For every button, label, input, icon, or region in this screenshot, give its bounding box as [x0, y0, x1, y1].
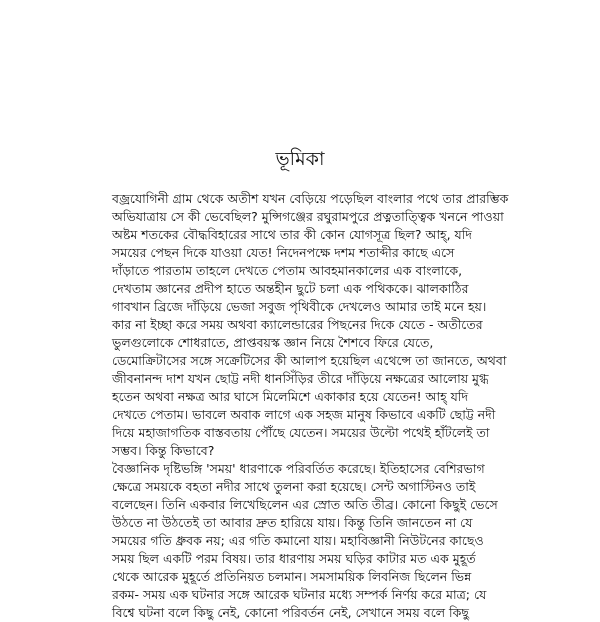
text-line: জীবনানন্দ দাশ যখন ছোট্ট নদী ধানসিঁড়ির তীরে দাঁড়িয়ে নক্ষত্রের আলোয় মুগ্ধ — [112, 371, 489, 386]
text-line: অভিযাত্রায় সে কী ভেবেছিল? মুন্সিগঞ্জের রঘুরামপুরে প্রত্নতাত্ত্বিক খননে পাওয়া — [112, 209, 504, 224]
text-line: সম্ভব। কিন্তু কিভাবে? — [112, 443, 215, 458]
text-line: বজ্রযোগিনী গ্রাম থেকে অতীশ যখন বেড়িয়ে পড়েছিল বাংলার পথে তার প্রারম্ভিক — [112, 191, 509, 206]
text-line: উঠতে না উঠতেই তা আবার দ্রুত হারিয়ে যায়। কিন্তু তিনি জানতেন না যে — [112, 515, 473, 530]
body-text — [112, 190, 509, 622]
text-line: দাঁড়াতে পারতাম তাহলে দেখতে পেতাম আবহমানকালের এক বাংলাকে, — [112, 263, 463, 278]
text-line: কার না ইচ্ছা করে সময় অথবা ক্যালেন্ডারের পিছনের দিকে যেতে - অতীতের — [112, 317, 483, 332]
page-title: ভূমিকা — [275, 148, 325, 170]
text-line: ডেমোক্রিটাসের সঙ্গে সক্রেটিসের কী আলাপ হয়েছিল এথেন্সে তা জানতে, অথবা — [112, 353, 507, 368]
text-line: দিয়ে মহাজাগতিক বাস্তবতায় পৌঁছে যেতেন। সময়ের উল্টো পথেই হাঁটলেই তা — [112, 425, 490, 440]
text-line: অষ্টম শতকের বৌদ্ধবিহারের সাথে তার কী কোন যোগসূত্র ছিল? আহ্‌, যদি — [112, 227, 472, 242]
text-line: ভুলগুলোকে শোধরাতে, প্রাপ্তবয়স্ক জ্ঞান নিয়ে শৈশবে ফিরে যেতে, — [112, 335, 434, 350]
text-line: বৈজ্ঞানিক দৃষ্টিভঙ্গি 'সময়' ধারণাকে পরিবর্তিত করেছে। ইতিহাসের বেশিরভাগ — [112, 461, 485, 476]
text-line: সময় ছিল একটি পরম বিষয়। তার ধারণায় সময় ঘড়ির কাটার মত এক মুহূর্ত — [112, 551, 476, 566]
text-line: বিশ্বে ঘটনা বলে কিছু নেই, কোনো পরিবর্তন নেই, সেখানে সময় বলে কিছু — [112, 605, 469, 620]
text-line: বলেছেন। তিনি একবার লিখেছিলেন এর স্রোত অতি তীব্র। কোনো কিছুই ভেসে — [112, 497, 498, 512]
paragraph-1 — [112, 190, 509, 460]
text-line: সময়ের গতি ধ্রুবক নয়; এর গতি কমানো যায়। মহাবিজ্ঞানী নিউটনের কাছেও — [112, 533, 484, 548]
text-line: হতেন অথবা নক্ষত্র আর ঘাসে মিলেমিশে একাকার হয়ে যেতেন! আহ্‌ যদি — [112, 389, 469, 404]
paragraph-2 — [112, 460, 498, 622]
text-line: থেকে আরেক মুহূর্তে প্রতিনিয়ত চলমান। সমসাময়িক লিবনিজ ছিলেন ভিন্ন — [112, 569, 472, 584]
text-line: ক্ষেত্রে সময়কে বহতা নদীর সাথে তুলনা করা হয়েছে। সেন্ট অগাস্টিনও তাই — [112, 479, 476, 494]
text-line: দেখতাম জ্ঞানের প্রদীপ হাতে অন্তহীন ছুটে চলা এক পথিককে। ঝালকাঠির — [112, 281, 469, 296]
text-line: সময়ের পেছন দিকে যাওয়া যেত! নিদেনপক্ষে দশম শতাব্দীর কাছে এসে — [112, 245, 455, 260]
text-line: রকম- সময় এক ঘটনার সঙ্গে আরেক ঘটনার মধ্যে সম্পর্ক নির্ণয় করে মাত্র; যে — [112, 587, 487, 602]
text-line: দেখতে পেতাম। ভাবলে অবাক লাগে এক সহজ মানুষ কিভাবে একটি ছোট্ট নদী — [112, 407, 496, 422]
text-line: গাবখান ব্রিজে দাঁড়িয়ে ভেজা সবুজ পৃথিবীকে দেখলেও আমার তাই মনে হয়। — [112, 299, 487, 314]
